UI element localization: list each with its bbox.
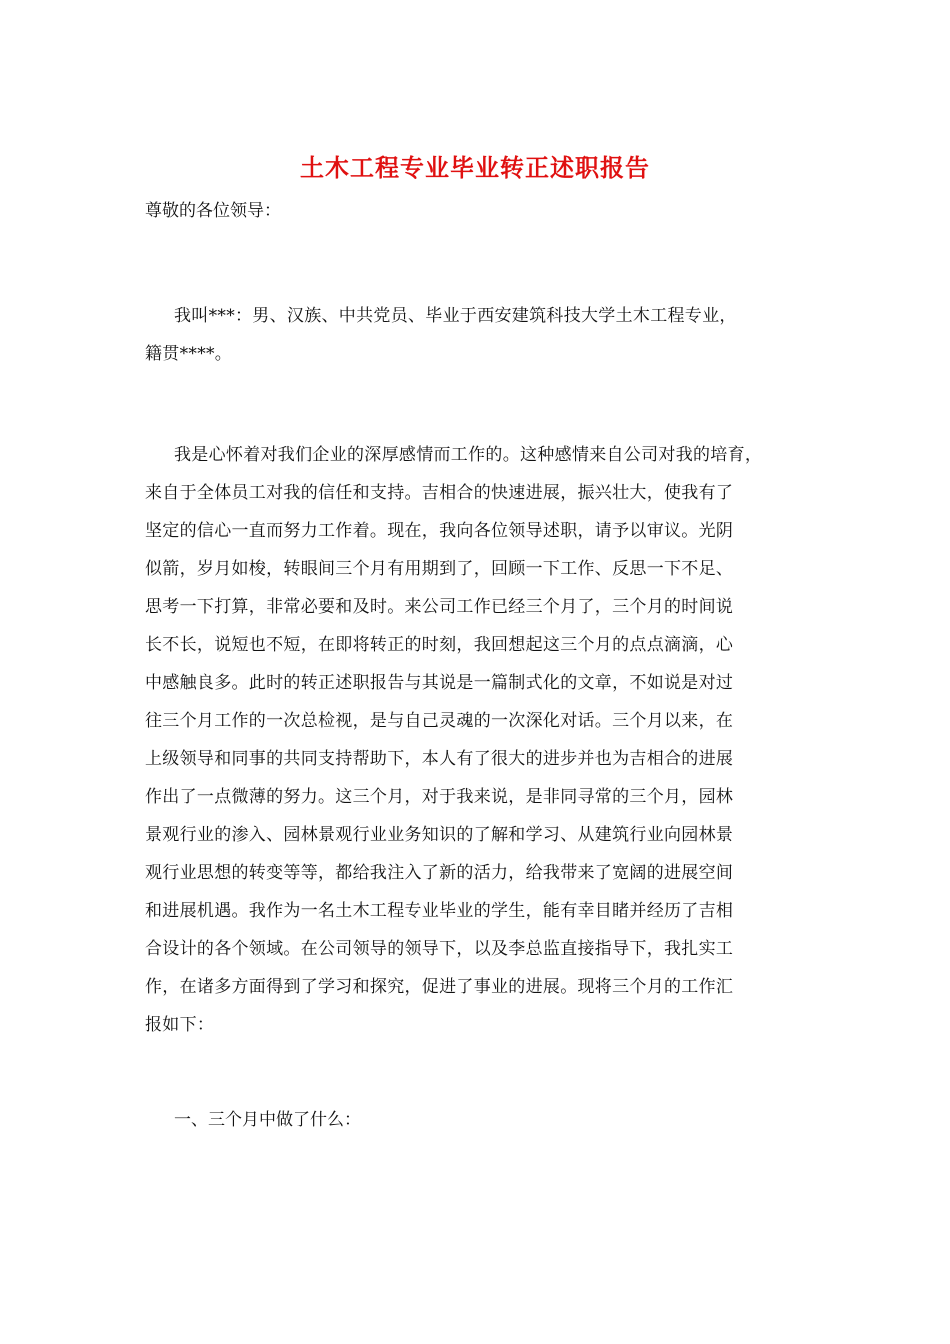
paragraph-line: 合设计的各个领域。在公司领导的领导下，以及李总监直接指导下，我扎实工 [145, 939, 734, 959]
paragraph-line: 思考一下打算，非常必要和及时。来公司工作已经三个月了，三个月的时间说 [145, 597, 734, 617]
paragraph-line: 籍贯****。 [145, 344, 233, 364]
paragraph-line: 我叫***：男、汉族、中共党员、毕业于西安建筑科技大学土木工程专业， [174, 306, 737, 326]
paragraph-line: 长不长，说短也不短，在即将转正的时刻，我回想起这三个月的点点滴滴，心 [145, 635, 734, 655]
paragraph-line: 观行业思想的转变等等，都给我注入了新的活力，给我带来了宽阔的进展空间 [145, 863, 734, 883]
paragraph-line: 和进展机遇。我作为一名土木工程专业毕业的学生，能有幸目睹并经历了吉相 [145, 901, 734, 921]
paragraph-line: 作，在诸多方面得到了学习和探究，促进了事业的进展。现将三个月的工作汇 [145, 977, 734, 997]
paragraph-line: 坚定的信心一直而努力工作着。现在，我向各位领导述职，请予以审议。光阴 [145, 521, 734, 541]
paragraph-line: 中感触良多。此时的转正述职报告与其说是一篇制式化的文章，不如说是对过 [145, 673, 734, 693]
paragraph-line: 来自于全体员工对我的信任和支持。吉相合的快速进展，振兴壮大，使我有了 [145, 483, 734, 503]
paragraph-line: 景观行业的渗入、园林景观行业业务知识的了解和学习、从建筑行业向园林景 [145, 825, 734, 845]
document-title: 土木工程专业毕业转正述职报告 [300, 153, 650, 182]
paragraph-main-body [145, 436, 813, 1044]
paragraph-self-intro [145, 297, 813, 373]
section-heading: 一、三个月中做了什么： [174, 1110, 361, 1130]
paragraph-line: 报如下： [145, 1015, 215, 1035]
greeting-line: 尊敬的各位领导： [145, 201, 281, 221]
paragraph-line: 往三个月工作的一次总检视，是与自己灵魂的一次深化对话。三个月以来，在 [145, 711, 734, 731]
paragraph-line: 上级领导和同事的共同支持帮助下，本人有了很大的进步并也为吉相合的进展 [145, 749, 734, 769]
paragraph-line: 我是心怀着对我们企业的深厚感情而工作的。这种感情来自公司对我的培育， [174, 445, 763, 465]
paragraph-line: 作出了一点微薄的努力。这三个月，对于我来说，是非同寻常的三个月，园林 [145, 787, 734, 807]
paragraph-line: 似箭，岁月如梭，转眼间三个月有用期到了，回顾一下工作、反思一下不足、 [145, 559, 734, 579]
